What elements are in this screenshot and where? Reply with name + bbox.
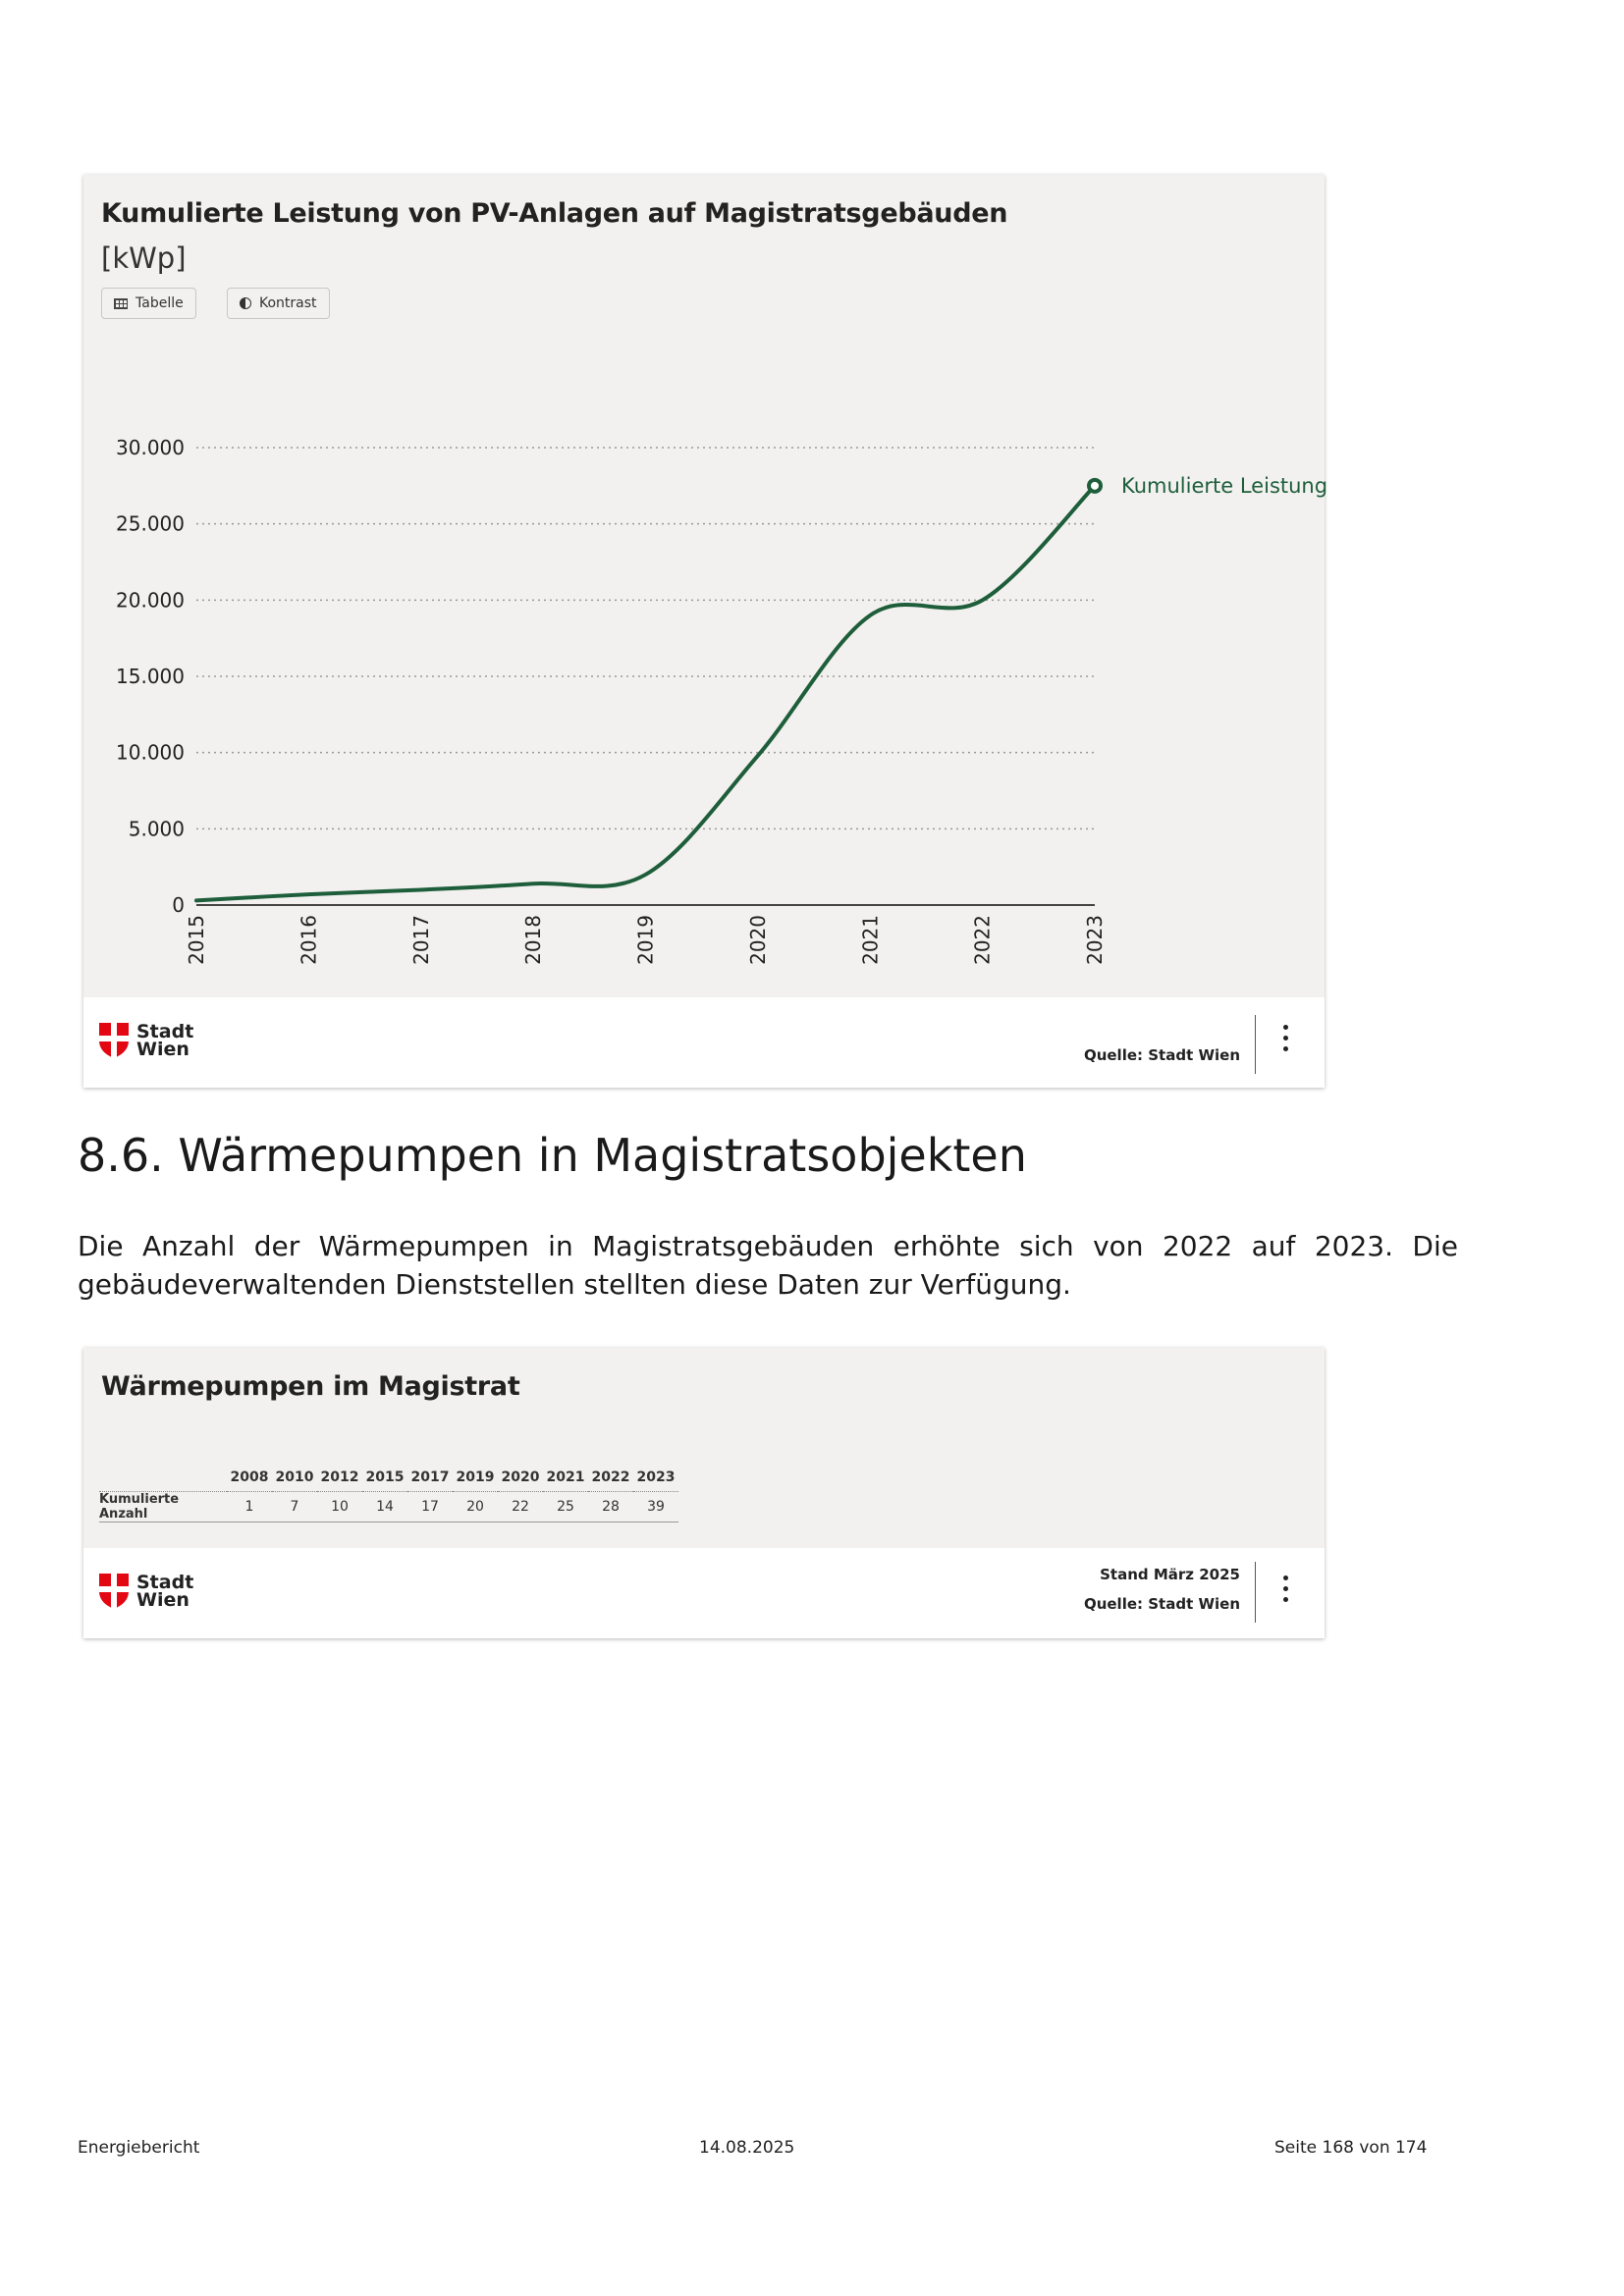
more-options-icon[interactable] [1275,1575,1295,1602]
x-tick-label: 2018 [521,915,546,965]
line-chart [83,175,1328,997]
section-heading: 8.6. Wärmepumpen in Magistratsobjekten [78,1129,1027,1182]
x-tick-label: 2022 [970,915,995,965]
year-header: 2021 [543,1464,588,1492]
row-label: Kumulierte Anzahl [99,1492,227,1522]
year-header: 2022 [588,1464,633,1492]
footer-date: 14.08.2025 [699,2138,795,2158]
y-tick-label: 10.000 [116,740,185,765]
more-options-icon[interactable] [1275,1025,1295,1051]
count-cell: 1 [227,1492,272,1522]
table-stand: Stand März 2025 [1100,1566,1240,1583]
y-tick-label: 20.000 [116,588,185,613]
section-paragraph: Die Anzahl der Wärmepumpen in Magistratsgebäuden erhöhte sich von 2022 auf 2023. Die gebäudeverwaltenden Dienststellen stellten diese Daten zur Verfügung. [78,1230,1458,1301]
footer-page: Seite 168 von 174 [1274,2138,1428,2158]
heatpump-table [99,1464,678,1522]
data-point [1089,480,1101,492]
logo-line2: Wien [136,1589,189,1611]
year-header: 2010 [272,1464,317,1492]
year-header: 2012 [317,1464,362,1492]
chart-unit: [kWp] [101,241,187,275]
chart-source: Quelle: Stadt Wien [1083,1046,1240,1064]
count-cell: 20 [453,1492,498,1522]
y-tick-label: 30.000 [116,436,185,459]
x-tick-label: 2023 [1083,915,1107,965]
count-cell: 22 [498,1492,543,1522]
series-line [196,486,1095,901]
chart-card-footer [83,997,1325,1088]
table-corner [99,1464,227,1492]
footer-left: Energiebericht [78,2138,200,2158]
heatpump-table-card [83,1348,1325,1638]
x-tick-label: 2019 [633,915,658,965]
y-tick-label: 15.000 [116,665,185,688]
chart-title: Kumulierte Leistung von PV-Anlagen auf Magistratsgebäuden [101,198,1008,229]
count-cell: 39 [633,1492,678,1522]
wien-shield-icon [99,1574,129,1609]
table-source: Quelle: Stadt Wien [1083,1595,1240,1613]
footer-divider [1255,1562,1256,1623]
footer-divider [1255,1015,1256,1074]
count-cell: 10 [317,1492,362,1522]
count-cell: 14 [362,1492,407,1522]
contrast-button-label: Kontrast [259,295,317,311]
y-tick-label: 5.000 [128,817,185,841]
wien-shield-icon [99,1023,129,1058]
table-button-label: Tabelle [135,295,184,311]
count-cell: 17 [407,1492,453,1522]
x-tick-label: 2021 [858,915,883,965]
x-tick-label: 2020 [745,915,770,965]
count-cell: 7 [272,1492,317,1522]
year-header: 2020 [498,1464,543,1492]
stadt-wien-logo [99,1023,193,1058]
logo-line1: Stadt [136,1572,194,1593]
logo-line1: Stadt [136,1021,194,1042]
pv-chart-card [83,175,1328,1088]
logo-line2: Wien [136,1039,189,1060]
year-header: 2019 [453,1464,498,1492]
y-tick-label: 25.000 [116,511,185,536]
year-header: 2023 [633,1464,678,1492]
table-card-footer [83,1548,1325,1638]
year-header: 2015 [362,1464,407,1492]
count-cell: 28 [588,1492,633,1522]
count-cell: 25 [543,1492,588,1522]
y-tick-label: 0 [172,893,185,917]
year-header: 2008 [227,1464,272,1492]
stadt-wien-logo [99,1574,193,1609]
table-card-title: Wärmepumpen im Magistrat [101,1371,520,1402]
x-tick-label: 2015 [185,915,208,965]
x-tick-label: 2016 [297,915,321,965]
year-header: 2017 [407,1464,453,1492]
series-label: Kumulierte Leistung [1121,473,1328,498]
x-tick-label: 2017 [408,915,433,965]
